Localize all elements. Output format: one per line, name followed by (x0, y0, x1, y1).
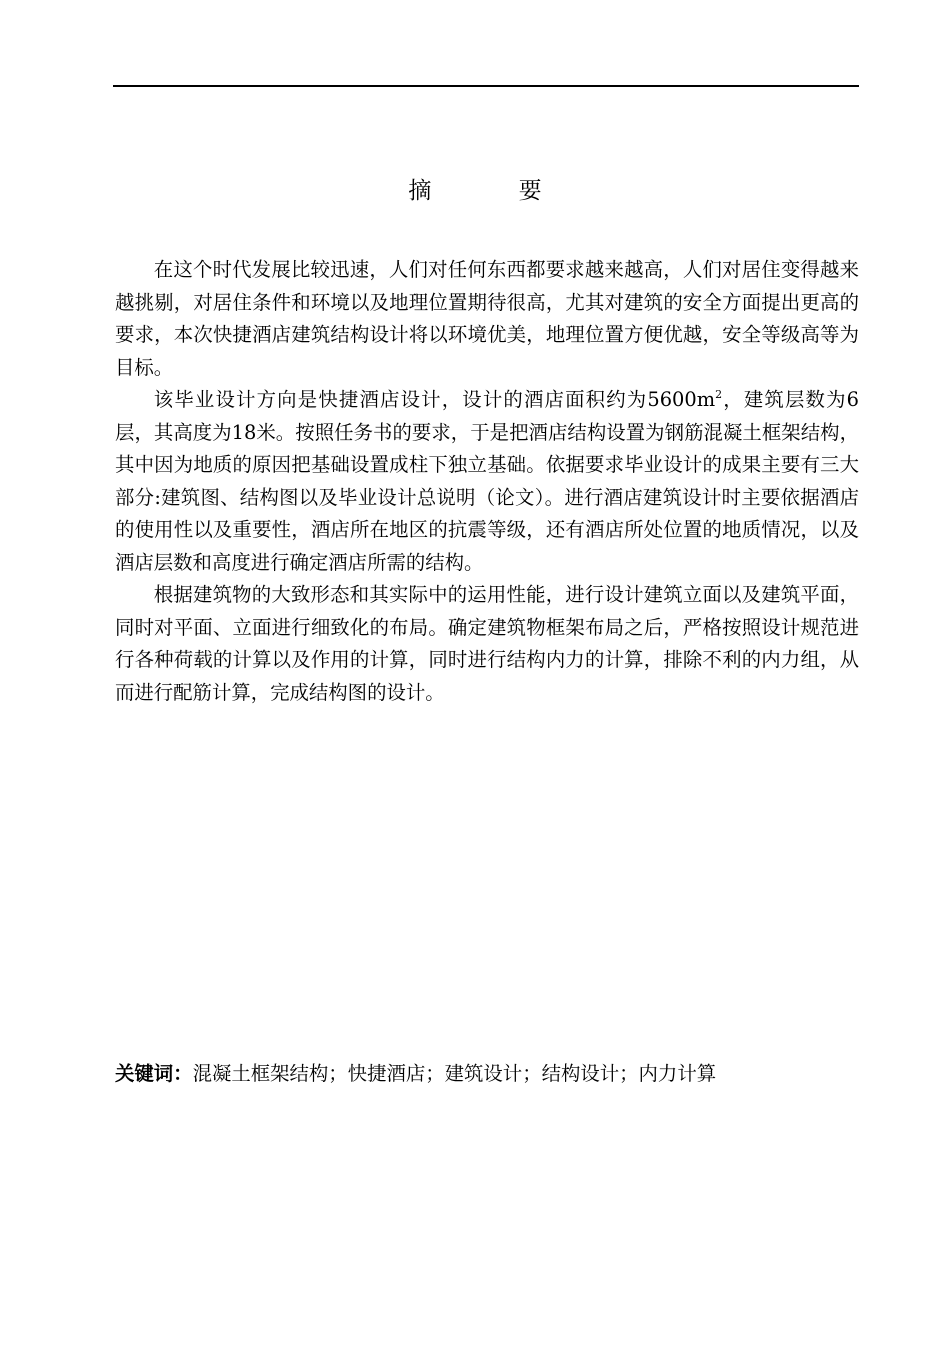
page-title: 摘 要 (408, 178, 582, 204)
area-unit-superscript: 2 (715, 388, 723, 401)
keywords-line (115, 1058, 859, 1090)
header-rule (113, 85, 859, 87)
abstract-paragraph-2 (115, 384, 859, 579)
keywords-label: 关键词： (115, 1062, 193, 1085)
paragraph-2-text-a: 该毕业设计方向是快捷酒店设计，设计的酒店面积约为5600m (153, 388, 716, 411)
abstract-body (115, 254, 859, 709)
keywords-value: 混凝土框架结构；快捷酒店；建筑设计；结构设计；内力计算 (192, 1062, 717, 1085)
abstract-paragraph-3: 根据建筑物的大致形态和其实际中的运用性能，进行设计建筑立面以及建筑平面，同时对平面、立面进行细致化的布局。确定建筑物框架布局之后，严格按照设计规范进行各种荷载的计算以及作用的计算，同时进行结构内力的计算，排除不利的内力组，从而进行配筋计算，完成结构图的设计。 (115, 583, 859, 704)
abstract-paragraph-1: 在这个时代发展比较迅速，人们对任何东西都要求越来越高，人们对居住变得越来越挑剔，对居住条件和环境以及地理位置期待很高，尤其对建筑的安全方面提出更高的要求，本次快捷酒店建筑结构设计将以环境优美，地理位置方便优越，安全等级高等为目标。 (115, 258, 859, 379)
paragraph-2-text-b: ，建筑层数为6层，其高度为18米。按照任务书的要求，于是把酒店结构设置为钢筋混凝土框架结构，其中因为地质的原因把基础设置成柱下独立基础。依据要求毕业设计的成果主要有三大部分:建筑图、结构图以及毕业设计总说明（论文）。进行酒店建筑设计时主要依据酒店的使用性以及重要性，酒店所在地区的抗震等级，还有酒店所处位置的地质情况，以及酒店层数和高度进行确定酒店所需的结构。 (115, 388, 859, 574)
